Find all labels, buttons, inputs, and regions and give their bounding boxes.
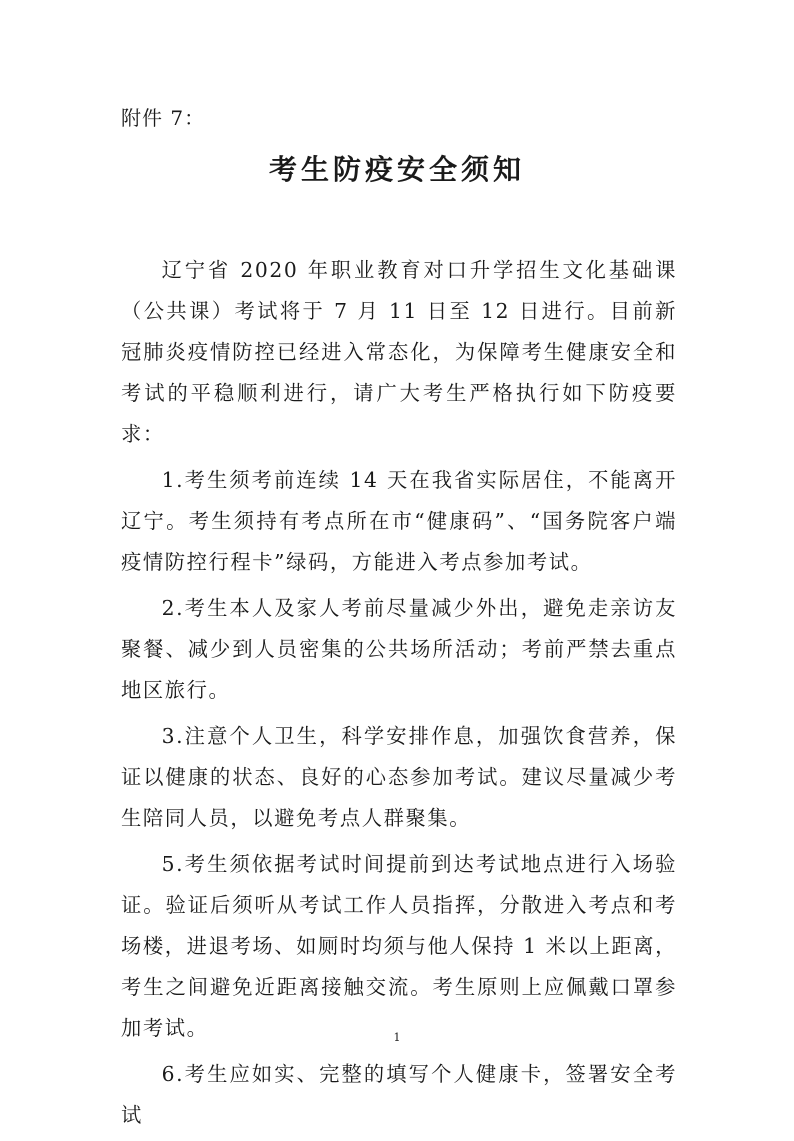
document-title: 考生防疫安全须知	[268, 153, 525, 186]
requirement-2-paragraph: 2.考生本人及家人考前尽量减少外出，避免走亲访友聚餐、减少到人员密集的公共场所活动；考前严禁去重点地区旅行。	[121, 596, 677, 702]
page-number: 1	[393, 1031, 401, 1044]
attachment-label: 附件 7：	[121, 106, 206, 130]
requirement-6-paragraph: 6.考生应如实、完整的填写个人健康卡，签署安全考试	[121, 1062, 677, 1127]
requirement-1-paragraph: 1.考生须考前连续 14 天在我省实际居住，不能离开辽宁。考生须持有考点所在市“健康码”、“国务院客户端疫情防控行程卡”绿码，方能进入考点参加考试。	[121, 468, 677, 574]
requirement-5-paragraph: 5.考生须依据考试时间提前到达考试地点进行入场验证。验证后须听从考试工作人员指挥，分散进入考点和考场楼，进退考场、如厕时均须与他人保持 1 米以上距离，考生之间避免近距离接触交流。考生原则上应佩戴口罩参加考试。	[121, 852, 677, 1040]
intro-paragraph: 辽宁省 2020 年职业教育对口升学招生文化基础课（公共课）考试将于 7 月 11 日至 12 日进行。目前新冠肺炎疫情防控已经进入常态化，为保障考生健康安全和考试的平稳顺利进行，请广大考生严格执行如下防疫要求：	[121, 258, 677, 446]
requirement-3-paragraph: 3.注意个人卫生，科学安排作息，加强饮食营养，保证以健康的状态、良好的心态参加考试。建议尽量减少考生陪同人员，以避免考点人群聚集。	[121, 724, 677, 830]
document-body	[121, 250, 677, 1141]
